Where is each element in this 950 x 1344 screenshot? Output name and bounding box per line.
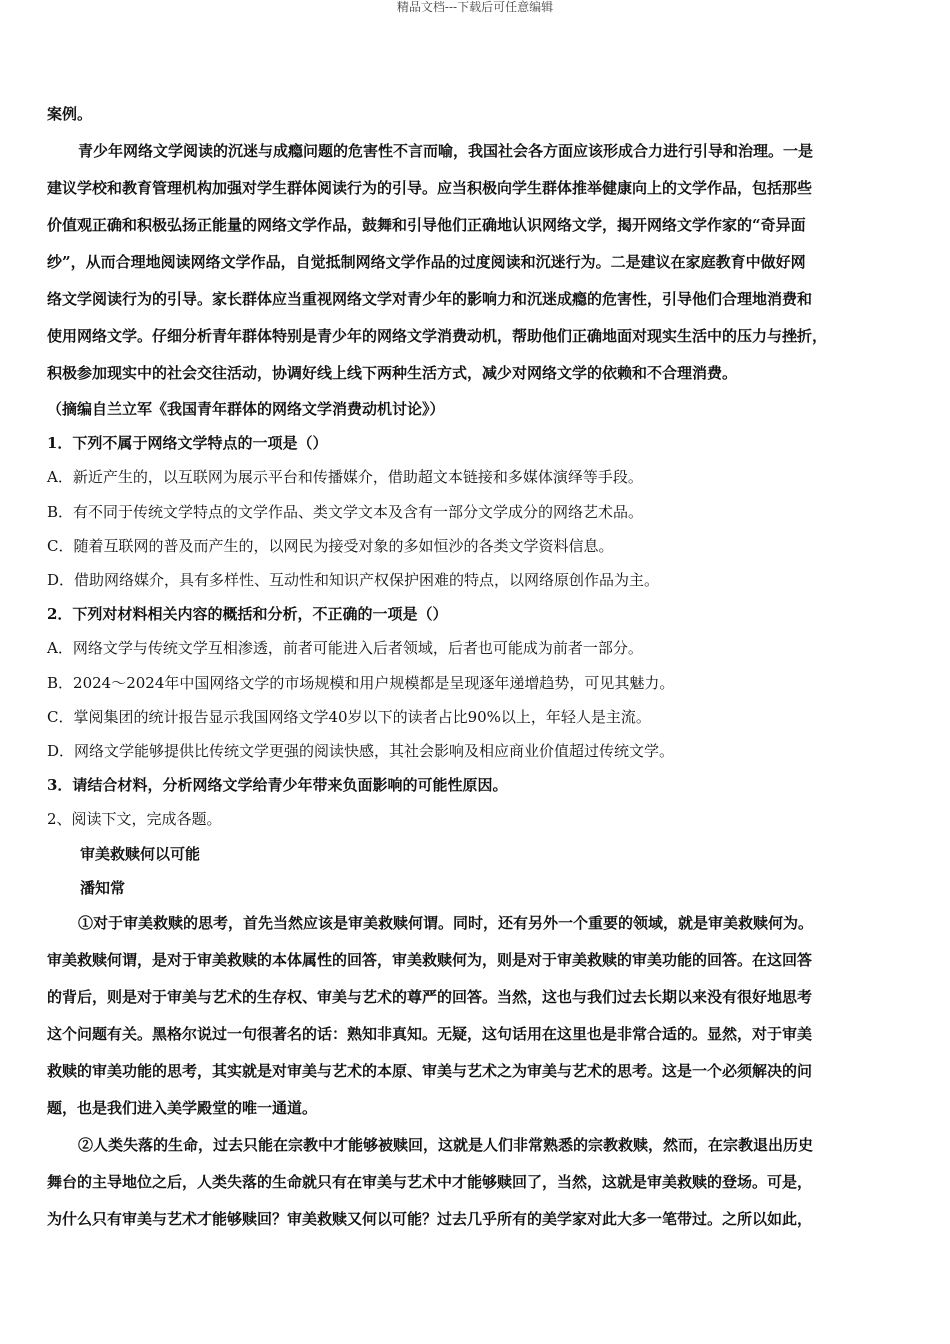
option-2c: C．掌阅集团的统计报告显示我国网络文学40岁以下的读者占比90%以上，年轻人是主流。 xyxy=(47,707,651,726)
option-1a: A．新近产生的，以互联网为展示平台和传播媒介，借助超文本链接和多媒体演绎等手段。 xyxy=(47,468,643,487)
passage-line: 价值观正确和积极弘扬正能量的网络文学作品，鼓舞和引导他们正确地认识网络文学，揭开网络文学作家的“奇异面 xyxy=(47,216,806,234)
option-1c: C．随着互联网的普及而产生的，以网民为接受对象的多如恒沙的各类文学资料信息。 xyxy=(47,536,614,555)
option-2b: B．2024～2024年中国网络文学的市场规模和用户规模都是呈现逐年递增趋势，可见其魅力。 xyxy=(47,673,675,692)
option-2d: D．网络文学能够提供比传统文学更强的阅读快感，其社会影响及相应商业价值超过传统文学。 xyxy=(47,742,675,761)
passage-line: 建议学校和教育管理机构加强对学生群体阅读行为的引导。应当积极向学生群体推举健康向上的文学作品，包括那些 xyxy=(47,179,813,197)
passage-line: 络文学阅读行为的引导。家长群体应当重视网络文学对青少年的影响力和沉迷成瘾的危害性，引导他们合理地消费和 xyxy=(47,290,813,308)
question-2: 2．下列对材料相关内容的概括和分析，不正确的一项是（） xyxy=(47,605,448,624)
document-body xyxy=(47,99,907,1238)
section-2 xyxy=(47,802,907,1238)
option-2a: A．网络文学与传统文学互相渗透，前者可能进入后者领域，后者也可能成为前者一部分。 xyxy=(47,639,643,658)
article-line: 救赎的审美功能的思考，其实就是对审美与艺术的本原、审美与艺术之为审美与艺术的思考。这是一个必须解决的问 xyxy=(47,1062,813,1081)
article-line: 的背后，则是对于审美与艺术的生存权、审美与艺术的尊严的回答。当然，这也与我们过去长期以来没有很好地思考 xyxy=(47,988,813,1007)
passage-line: 案例。 xyxy=(47,105,93,123)
passage-line: 青少年网络文学阅读的沉迷与成瘾问题的危害性不言而喻，我国社会各方面应该形成合力进行引导和治理。一是 xyxy=(78,142,814,160)
article-line: 审美救赎何谓，是对于审美救赎的本体属性的回答，审美救赎何为，则是对于审美救赎的审美功能的回答。在这回答 xyxy=(47,951,813,970)
passage-line: 积极参加现实中的社会交往活动，协调好线上线下两种生活方式，减少对网络文学的依赖和不合理消费。 xyxy=(47,364,738,382)
article-line: 为什么只有审美与艺术才能够赎回？审美救赎又何以可能？过去几乎所有的美学家对此大多一笔带过。之所以如此， xyxy=(47,1210,813,1229)
question-3: 3．请结合材料，分析网络文学给青少年带来负面影响的可能性原因。 xyxy=(47,776,508,795)
article-line: 题，也是我们进入美学殿堂的唯一通道。 xyxy=(47,1099,318,1118)
question-1: 1．下列不属于网络文学特点的一项是（） xyxy=(47,434,328,453)
section-intro: 2、阅读下文，完成各题。 xyxy=(47,810,222,829)
article-title: 审美救赎何以可能 xyxy=(80,844,201,863)
passage-line: 纱”，从而合理地阅读网络文学作品，自觉抵制网络文学作品的过度阅读和沉迷行为。二是建议在家庭教育中做好网 xyxy=(47,253,806,271)
article-line: 舞台的主导地位之后，人类失落的生命就只有在审美与艺术中才能够赎回了，当然，这就是审美救赎的登场。可是， xyxy=(47,1173,813,1192)
source-citation: （摘编自兰立军《我国青年群体的网络文学消费动机讨论》） xyxy=(47,400,445,418)
page-header: 精品文档---下载后可任意编辑 xyxy=(396,0,554,14)
article-line: ①对于审美救赎的思考，首先当然应该是审美救赎何谓。同时，还有另外一个重要的领域，就是审美救赎何为。 xyxy=(78,914,814,933)
article-author: 潘知常 xyxy=(80,878,126,897)
option-1d: D．借助网络媒介，具有多样性、互动性和知识产权保护困难的特点，以网络原创作品为主。 xyxy=(47,571,660,590)
article-line: ②人类失落的生命，过去只能在宗教中才能够被赎回，这就是人们非常熟悉的宗教救赎，然而，在宗教退出历史 xyxy=(78,1136,814,1155)
passage-line: 使用网络文学。仔细分析青年群体特别是青少年的网络文学消费动机，帮助他们正确地面对现实生活中的压力与挫折， xyxy=(47,327,828,345)
passage-1 xyxy=(47,96,907,426)
option-1b: B．有不同于传统文学特点的文学作品、类文学文本及含有一部分文学成分的网络艺术品。 xyxy=(47,502,644,521)
question-block xyxy=(47,426,907,802)
article-line: 这个问题有关。黑格尔说过一句很著名的话：熟知非真知。无疑，这句话用在这里也是非常合适的。显然，对于审美 xyxy=(47,1025,813,1044)
